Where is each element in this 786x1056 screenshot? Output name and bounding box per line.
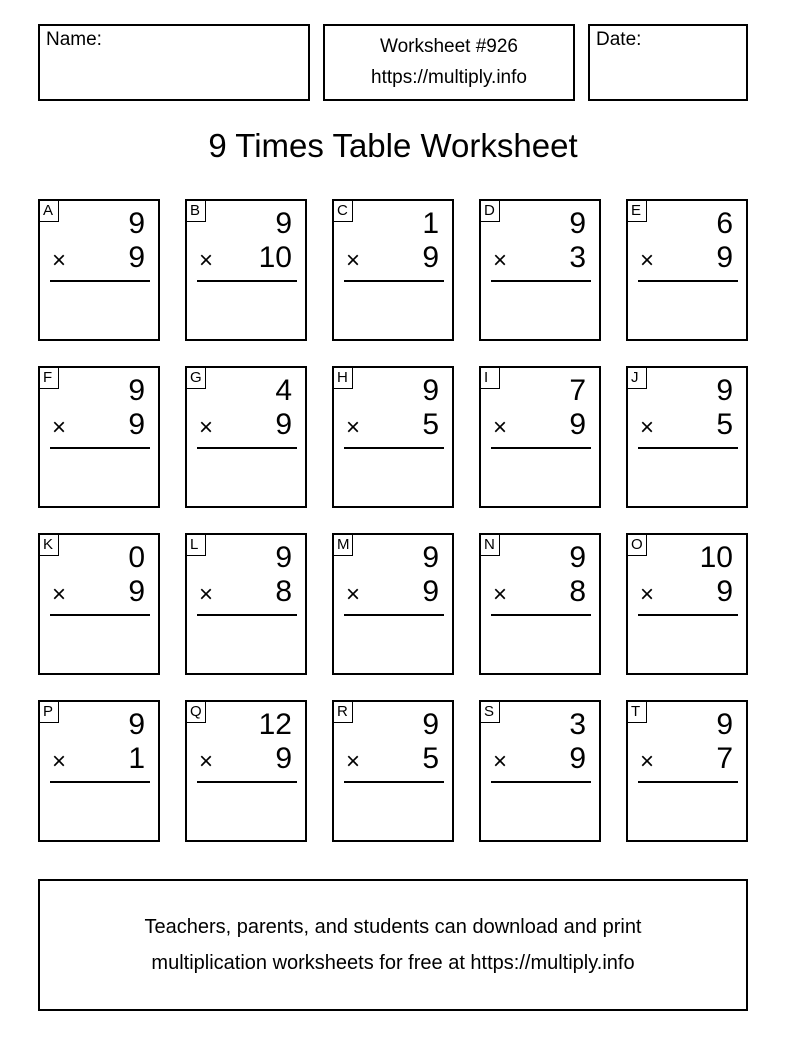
multiply-sign-icon: × xyxy=(52,581,67,608)
problem-letter: E xyxy=(627,200,647,222)
problem-card[interactable] xyxy=(332,700,454,842)
problem-card[interactable] xyxy=(626,700,748,842)
multiply-sign-icon: × xyxy=(493,581,508,608)
problem-card[interactable] xyxy=(38,700,160,842)
multiply-sign-icon: × xyxy=(640,748,655,775)
multiply-sign-icon: × xyxy=(640,247,655,274)
problem-letter: T xyxy=(627,701,647,723)
answer-line xyxy=(638,781,738,783)
problem-top-number: 9 xyxy=(716,708,733,741)
answer-line xyxy=(344,280,444,282)
problem-top-number: 10 xyxy=(699,541,733,574)
problem-bottom-number: 9 xyxy=(128,575,145,608)
multiply-sign-icon: × xyxy=(493,247,508,274)
answer-line xyxy=(344,781,444,783)
multiply-sign-icon: × xyxy=(346,247,361,274)
problem-top-number: 4 xyxy=(275,374,292,407)
problem-bottom-number: 8 xyxy=(569,575,586,608)
date-label: Date: xyxy=(596,29,642,50)
problem-letter: O xyxy=(627,534,647,556)
problem-card[interactable] xyxy=(38,366,160,508)
problem-top-number: 9 xyxy=(569,207,586,240)
problem-letter: K xyxy=(39,534,59,556)
answer-line xyxy=(50,280,150,282)
problem-bottom-number: 9 xyxy=(569,408,586,441)
problem-top-number: 0 xyxy=(128,541,145,574)
problem-letter: R xyxy=(333,701,353,723)
problem-bottom-number: 9 xyxy=(128,241,145,274)
problem-bottom-number: 9 xyxy=(422,575,439,608)
problem-top-number: 3 xyxy=(569,708,586,741)
problem-card[interactable] xyxy=(185,533,307,675)
problem-top-number: 1 xyxy=(422,207,439,240)
problem-top-number: 9 xyxy=(128,708,145,741)
problem-bottom-number: 5 xyxy=(422,408,439,441)
answer-line xyxy=(197,614,297,616)
problem-card[interactable] xyxy=(332,533,454,675)
answer-line xyxy=(638,280,738,282)
page-title: 9 Times Table Worksheet xyxy=(208,127,578,164)
answer-line xyxy=(197,447,297,449)
problem-bottom-number: 1 xyxy=(128,742,145,775)
multiply-sign-icon: × xyxy=(52,247,67,274)
answer-line xyxy=(50,447,150,449)
problem-top-number: 9 xyxy=(275,541,292,574)
multiply-sign-icon: × xyxy=(52,748,67,775)
problem-bottom-number: 9 xyxy=(128,408,145,441)
multiply-sign-icon: × xyxy=(346,581,361,608)
multiply-sign-icon: × xyxy=(640,581,655,608)
problem-bottom-number: 9 xyxy=(275,408,292,441)
problem-letter: B xyxy=(186,200,206,222)
footer-text-line-1: Teachers, parents, and students can download and print xyxy=(144,916,642,938)
answer-line xyxy=(344,447,444,449)
answer-line xyxy=(638,614,738,616)
problem-card[interactable] xyxy=(479,366,601,508)
problem-letter: D xyxy=(480,200,500,222)
problem-letter: H xyxy=(333,367,353,389)
problem-card[interactable] xyxy=(626,199,748,341)
problem-top-number: 9 xyxy=(422,708,439,741)
name-label: Name: xyxy=(46,29,102,50)
problem-top-number: 9 xyxy=(275,207,292,240)
problem-top-number: 9 xyxy=(128,207,145,240)
problem-bottom-number: 10 xyxy=(258,241,292,274)
problem-letter: Q xyxy=(186,701,206,723)
problem-bottom-number: 9 xyxy=(422,241,439,274)
problem-letter: L xyxy=(186,534,206,556)
problem-card[interactable] xyxy=(479,199,601,341)
problem-letter: I xyxy=(480,367,500,389)
problem-letter: P xyxy=(39,701,59,723)
answer-line xyxy=(50,614,150,616)
answer-line xyxy=(491,280,591,282)
problem-top-number: 12 xyxy=(258,708,292,741)
problem-bottom-number: 9 xyxy=(275,742,292,775)
problem-card[interactable] xyxy=(626,533,748,675)
problem-card[interactable] xyxy=(185,366,307,508)
multiply-sign-icon: × xyxy=(346,748,361,775)
worksheet-url: https://multiply.info xyxy=(371,67,527,88)
problem-card[interactable] xyxy=(332,366,454,508)
problem-letter: N xyxy=(480,534,500,556)
problem-top-number: 9 xyxy=(716,374,733,407)
problem-letter: S xyxy=(480,701,500,723)
problem-letter: J xyxy=(627,367,647,389)
answer-line xyxy=(491,447,591,449)
multiply-sign-icon: × xyxy=(52,414,67,441)
problem-card[interactable] xyxy=(479,700,601,842)
problem-bottom-number: 5 xyxy=(422,742,439,775)
answer-line xyxy=(197,280,297,282)
footer-box xyxy=(38,879,748,1011)
problem-top-number: 7 xyxy=(569,374,586,407)
problem-card[interactable] xyxy=(38,533,160,675)
problem-letter: F xyxy=(39,367,59,389)
problem-card[interactable] xyxy=(38,199,160,341)
problem-top-number: 9 xyxy=(569,541,586,574)
answer-line xyxy=(491,614,591,616)
answer-line xyxy=(50,781,150,783)
problem-letter: M xyxy=(333,534,353,556)
worksheet-number: Worksheet #926 xyxy=(379,36,518,57)
problem-card[interactable] xyxy=(185,199,307,341)
problem-top-number: 9 xyxy=(422,541,439,574)
multiply-sign-icon: × xyxy=(493,414,508,441)
multiply-sign-icon: × xyxy=(199,748,214,775)
answer-line xyxy=(197,781,297,783)
answer-line xyxy=(638,447,738,449)
problem-letter: A xyxy=(39,200,59,222)
problem-letter: G xyxy=(186,367,206,389)
answer-line xyxy=(344,614,444,616)
problem-top-number: 9 xyxy=(128,374,145,407)
problem-card[interactable] xyxy=(626,366,748,508)
multiply-sign-icon: × xyxy=(199,247,214,274)
problem-bottom-number: 8 xyxy=(275,575,292,608)
multiply-sign-icon: × xyxy=(346,414,361,441)
answer-line xyxy=(491,781,591,783)
problem-bottom-number: 5 xyxy=(716,408,733,441)
problem-bottom-number: 9 xyxy=(716,241,733,274)
problem-card[interactable] xyxy=(185,700,307,842)
problem-bottom-number: 9 xyxy=(569,742,586,775)
problem-bottom-number: 9 xyxy=(716,575,733,608)
problem-top-number: 9 xyxy=(422,374,439,407)
problem-bottom-number: 7 xyxy=(716,742,733,775)
problem-letter: C xyxy=(333,200,353,222)
multiply-sign-icon: × xyxy=(199,414,214,441)
multiply-sign-icon: × xyxy=(199,581,214,608)
problem-bottom-number: 3 xyxy=(569,241,586,274)
footer-text-line-2: multiplication worksheets for free at https://multiply.info xyxy=(151,952,635,974)
multiply-sign-icon: × xyxy=(640,414,655,441)
problem-card[interactable] xyxy=(479,533,601,675)
problem-card[interactable] xyxy=(332,199,454,341)
problem-top-number: 6 xyxy=(716,207,733,240)
multiply-sign-icon: × xyxy=(493,748,508,775)
